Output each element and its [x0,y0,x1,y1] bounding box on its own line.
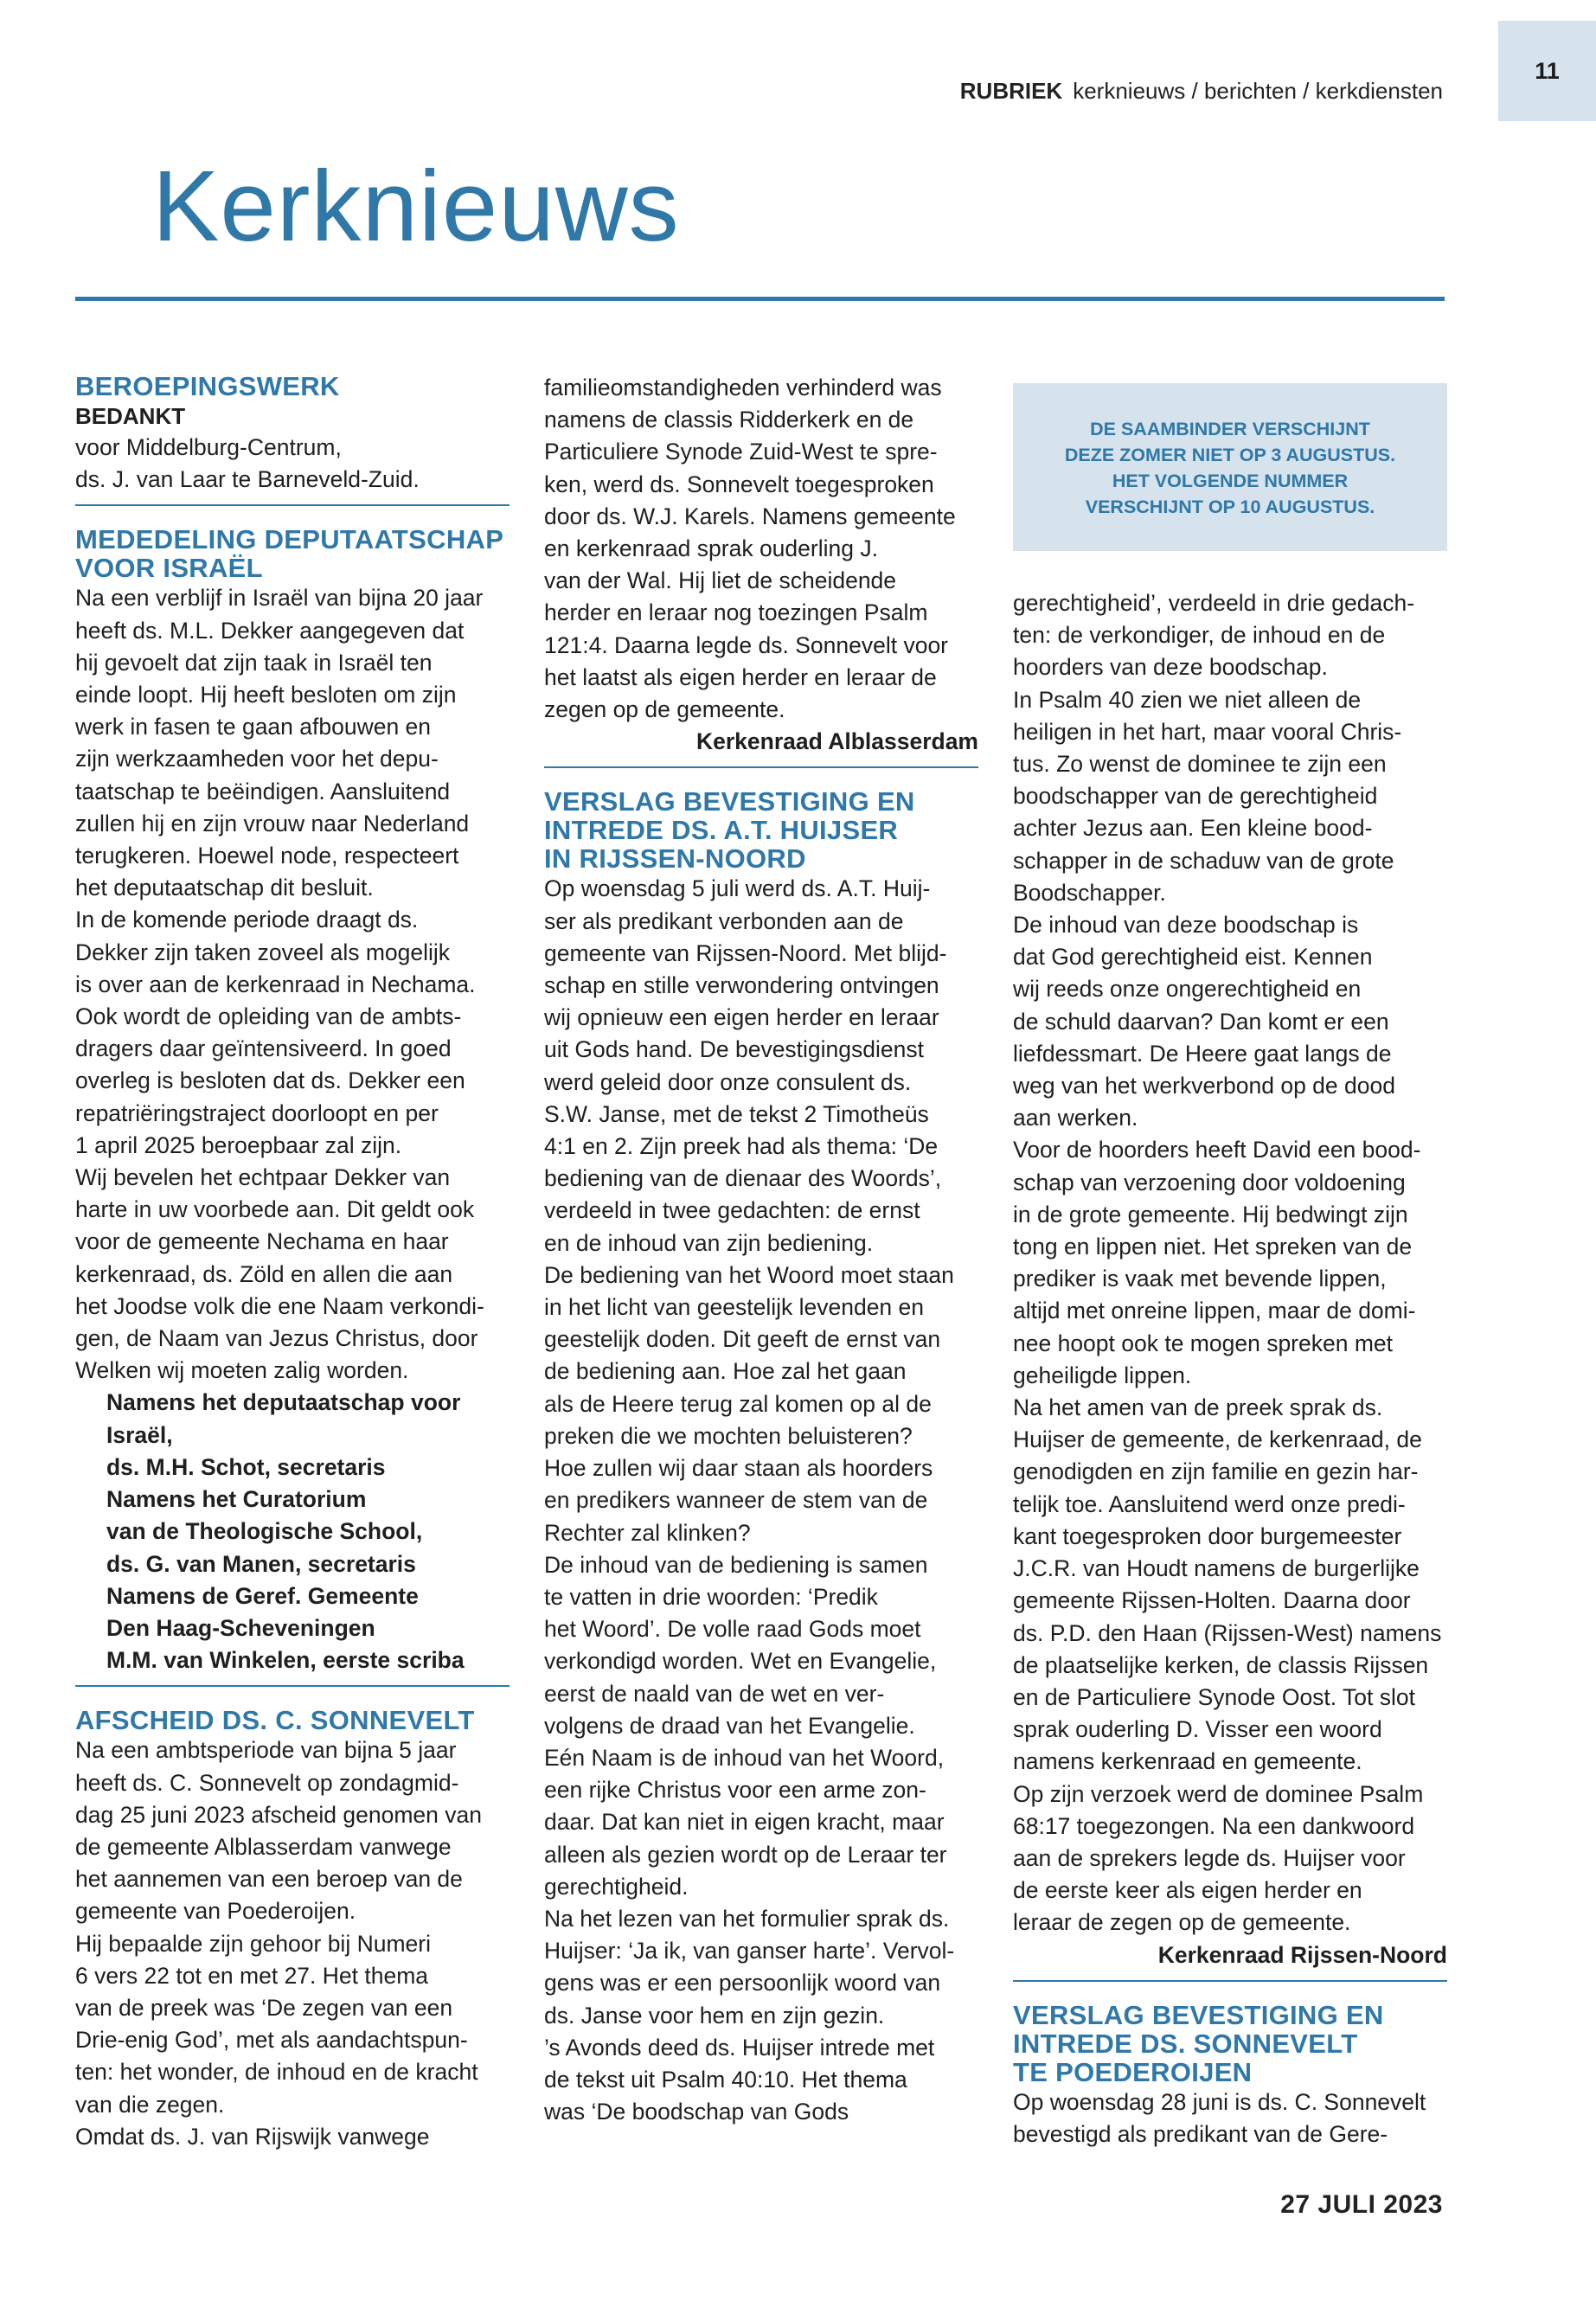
text-line: in het licht van geestelijk levenden en [544,1294,925,1321]
text-line: familieomstandigheden verhinderd was [544,375,942,401]
text-line: 6 vers 22 tot en met 27. Het thema [75,1962,429,1989]
text-line: preken die we mochten beluisteren? [544,1422,913,1449]
heading-line: VOOR ISRAËL [75,553,263,584]
text-line: de eerste keer als eigen herder en [1013,1877,1362,1904]
text-line: S.W. Janse, met de tekst 2 Timotheüs [544,1100,929,1127]
text-line: nee hoopt ook te mogen spreken met [1013,1330,1394,1356]
text-line: De inhoud van deze boodschap is [1013,912,1359,939]
signature-line: Den Haag-Scheveningen [106,1614,375,1641]
text-line: en kerkenraad sprak ouderling J. [544,535,878,562]
section-heading: BEROEPINGSWERK [75,371,340,401]
text-line: gemeente van Rijssen-Noord. Met blijd- [544,939,947,966]
text-line: Hij bepaalde zijn gehoor bij Numeri [75,1930,431,1957]
page-title: Kerknieuws [152,150,680,262]
text-line: liefdessmart. De Heere gaat langs de [1013,1040,1392,1067]
text-line: werk in fasen te gaan afbouwen en [75,714,432,740]
text-line: eerst de naald van de wet en ver- [544,1680,885,1707]
text-line: gens was er een persoonlijk woord van [544,1970,941,1997]
text-line: terugkeren. Hoewel node, respecteert [75,843,459,869]
text-line: alleen als gezien wordt op de Leraar ter [544,1841,947,1868]
text-line: Particuliere Synode Zuid-West te spre- [544,439,938,465]
section-divider [75,504,510,506]
text-line: kant toegesproken door burgemeester [1013,1522,1402,1549]
text-line: te vatten in drie woorden: ‘Predik [544,1583,878,1610]
text-line: gemeente van Poederoijen. [75,1898,356,1925]
text-line: dat God gerechtigheid eist. Kennen [1013,944,1373,971]
section-divider [544,766,978,768]
text-line: 121:4. Daarna legde ds. Sonnevelt voor [544,631,949,658]
text-line: In de komende periode draagt ds. [75,907,419,933]
signature-line: ds. G. van Manen, secretaris [106,1550,416,1577]
text-line: boodschapper van de gerechtigheid [1013,783,1378,810]
article-signature: Kerkenraad Alblasserdam [695,728,978,755]
heading-line: IN RIJSSEN-NOORD [544,843,806,875]
text-line: dag 25 juni 2023 afscheid genomen van [75,1801,482,1828]
text-line: In Psalm 40 zien we niet alleen de [1013,686,1362,713]
text-line: ser als predikant verbonden aan de [544,907,904,934]
text-line: hoorders van deze boodschap. [1013,654,1328,681]
text-line: is over aan de kerkenraad in Nechama. [75,971,476,997]
text-line: gemeente Rijssen-Holten. Daarna door [1013,1587,1411,1614]
text-line: Drie-enig God’, met als aandachtspun- [75,2027,468,2054]
article-body [1013,587,1447,1939]
issue-date: 27 JULI 2023 [1280,2190,1443,2219]
article-signature: Kerkenraad Rijssen-Noord [1157,1941,1447,1968]
text-line: Wij bevelen het echtpaar Dekker van [75,1164,451,1191]
text-line: Voor de hoorders heeft David een bood- [1013,1137,1421,1163]
rubriek-text: kerknieuws / berichten / kerkdiensten [1073,78,1443,104]
text-line: van de preek was ‘De zegen van een [75,1994,453,2021]
text-line: ken, werd ds. Sonnevelt toegesproken [544,471,934,497]
text-line: voor de gemeente Nechama en haar [75,1228,449,1255]
text-line: de schuld daarvan? Dan komt er een [1013,1008,1389,1035]
text-line: heeft ds. C. Sonnevelt op zondagmid- [75,1769,459,1796]
text-line: Na het lezen van het formulier sprak ds. [544,1905,950,1932]
heading-line: TE POEDEROIJEN [1013,2056,1253,2087]
text-line: aan werken. [1013,1105,1138,1131]
signature-line: M.M. van Winkelen, eerste scriba [106,1647,465,1674]
text-line: Op woensdag 5 juli werd ds. A.T. Huij- [544,875,931,902]
text-line: volgens de draad van het Evangelie. [544,1712,915,1739]
text-line: een rijke Christus voor een arme zon- [544,1777,926,1804]
heading-line: INTREDE DS. A.T. HUIJSER [544,815,899,846]
text-line: ’s Avonds deed ds. Huijser intrede met [544,2034,935,2061]
section-divider [75,1685,510,1687]
text-line: de bediening aan. Hoe zal het gaan [544,1358,907,1385]
text-line: Huijser de gemeente, de kerkenraad, de [1013,1426,1422,1453]
text-line: schap van verzoening door voldoening [1013,1169,1406,1195]
text-line: voor Middelburg-Centrum, [75,434,342,460]
text-line: Hoe zullen wij daar staan als hoorders [544,1455,933,1482]
article-body [75,1734,510,2153]
text-line: daar. Dat kan niet in eigen kracht, maar [544,1809,945,1836]
text-line: het deputaatschap dit besluit. [75,875,374,901]
text-line: dragers daar geïntensiveerd. In goed [75,1035,452,1062]
signature-line: Namens de Geref. Gemeente [106,1582,419,1609]
article-body [1013,2086,1447,2150]
text-line: de tekst uit Psalm 40:10. Het thema [544,2066,907,2093]
text-line: DE SAAMBINDER VERSCHIJNT [1090,419,1370,439]
text-line: namens kerkenraad en gemeente. [1013,1748,1362,1775]
text-line: repatriëringstraject doorloopt en per [75,1099,439,1126]
text-line: geestelijk doden. Dit geeft de ernst van [544,1326,941,1353]
text-line: Ook wordt de opleiding van de ambts- [75,1003,462,1030]
text-line: het Woord’. De volle raad Gods moet [544,1616,921,1643]
text-line: uit Gods hand. De bevestigingsdienst [544,1036,924,1063]
text-line: achter Jezus aan. Een kleine bood- [1013,815,1373,842]
text-line: kerkenraad, ds. Zöld en allen die aan [75,1260,453,1287]
rubriek-header [960,78,1443,105]
text-line: was ‘De boodschap van Gods [544,2099,849,2125]
text-line: Eén Naam is de inhoud van het Woord, [544,1744,945,1771]
text-line: telijk toe. Aansluitend werd onze predi- [1013,1490,1406,1517]
text-line: wij opnieuw een eigen herder en leraar [544,1004,939,1031]
section-heading [1013,2001,1447,2086]
text-line: 68:17 toegezongen. Na een dankwoord [1013,1812,1415,1839]
text-line: hij gevoelt dat zijn taak in Israël ten [75,649,433,676]
text-line: harte in uw voorbede aan. Dit geldt ook [75,1196,475,1223]
text-line: het aannemen van een beroep van de [75,1866,463,1893]
text-line: zegen op de gemeente. [544,696,785,723]
text-line: werd geleid door onze consulent ds. [544,1068,912,1095]
text-line: Dekker zijn taken zoveel als mogelijk [75,939,451,965]
text-line: en de Particuliere Synode Oost. Tot slot [1013,1683,1415,1710]
text-line: Rechter zal klinken? [544,1519,751,1546]
text-line: het laatst als eigen herder en leraar de [544,663,937,690]
text-line: Na een verblijf in Israël van bijna 20 jaar [75,585,484,612]
article-signature [75,1387,510,1676]
text-line: schap en stille verwondering ontvingen [544,972,939,999]
section-subheading: BEDANKT [75,403,186,429]
text-line: door ds. W.J. Karels. Namens gemeente [544,503,956,529]
text-line: DEZE ZOMER NIET OP 3 AUGUSTUS. [1064,445,1396,465]
article-body [75,582,510,1387]
text-line: Omdat ds. J. van Rijswijk vanwege [75,2123,430,2150]
heading-line: VERSLAG BEVESTIGING EN [1013,1999,1384,2030]
text-line: tong en lippen niet. Het spreken van de [1013,1234,1413,1260]
text-line: in de grote gemeente. Hij bedwingt zijn [1013,1201,1408,1227]
section-heading [544,787,978,873]
text-line: ten: het wonder, de inhoud en de kracht [75,2059,478,2086]
rubriek-label: RUBRIEK [959,78,1063,104]
text-line: van der Wal. Hij liet de scheidende [544,567,897,594]
text-line: zijn werkzaamheden voor het depu- [75,746,439,772]
text-line: geheiligde lippen. [1013,1362,1192,1388]
section-heading: AFSCHEID DS. C. SONNEVELT [75,1705,475,1736]
text-line: heeft ds. M.L. Dekker aangegeven dat [75,617,465,644]
text-line: Welken wij moeten zalig worden. [75,1357,409,1384]
text-line: wij reeds onze ongerechtigheid en [1013,976,1362,1003]
article-body [544,372,978,726]
text-line: Op zijn verzoek werd de dominee Psalm [1013,1780,1424,1807]
page-number: 11 [1535,57,1560,84]
text-line: De bediening van het Woord moet staan [544,1261,954,1288]
text-line: bevestigd als predikant van de Gere- [1013,2120,1388,2147]
text-line: Na het amen van de preek sprak ds. [1013,1394,1383,1421]
text-line: ten: de verkondiger, de inhoud en de [1013,622,1386,649]
text-line: tus. Zo wenst de dominee te zijn een [1013,751,1387,778]
text-line: De inhoud van de bediening is samen [544,1551,928,1578]
article-body [544,873,978,2128]
text-line: leraar de zegen op de gemeente. [1013,1909,1351,1936]
text-line: schapper in de schaduw van de grote [1013,847,1394,874]
signature-line: Namens het deputaatschap voor Israël, [106,1389,461,1448]
text-line: de gemeente Alblasserdam vanwege [75,1833,452,1860]
text-line: genodigden en zijn familie en gezin har- [1013,1458,1419,1485]
text-line: weg van het werkverbond op de dood [1013,1073,1395,1099]
text-line: van die zegen. [75,2091,225,2118]
text-line: gen, de Naam van Jezus Christus, door [75,1325,478,1352]
text-line: verkondigd worden. Wet en Evangelie, [544,1648,937,1675]
text-line: herder en leraar nog toezingen Psalm [544,599,928,626]
notice-box [1013,383,1447,551]
text-line: gerechtigheid. [544,1873,689,1900]
title-divider [75,297,1445,301]
text-line: ds. P.D. den Haan (Rijssen-West) namens [1013,1619,1442,1646]
text-line: heiligen in het hart, maar vooral Chris- [1013,718,1402,745]
column-1 [75,372,510,2153]
text-line: Op woensdag 28 juni is ds. C. Sonnevelt [1013,2088,1426,2115]
text-line: aan de sprekers legde ds. Huijser voor [1013,1844,1406,1871]
text-line: 1 april 2025 beroepbaar zal zijn. [75,1131,402,1158]
text-line: einde loopt. Hij heeft besloten om zijn [75,682,457,708]
text-line: en de inhoud van zijn bediening. [544,1229,874,1256]
heading-line: MEDEDELING DEPUTAATSCHAP [75,524,504,555]
signature-line: Namens het Curatorium [106,1486,367,1513]
signature-line: van de Theologische School, [106,1518,423,1545]
text-line: altijd met onreine lippen, maar de domi- [1013,1298,1416,1324]
text-line: gerechtigheid’, verdeeld in drie gedach- [1013,590,1415,616]
text-line: namens de classis Ridderkerk en de [544,407,914,433]
text-line: Na een ambtsperiode van bijna 5 jaar [75,1737,457,1764]
text-line: taatschap te beëindigen. Aansluitend [75,778,451,804]
heading-line: INTREDE DS. SONNEVELT [1013,2028,1358,2059]
text-line: prediker is vaak met bevende lippen, [1013,1266,1387,1292]
text-line: Boodschapper. [1013,879,1166,906]
column-3 [1013,372,1447,2150]
page-number-box [1498,21,1596,121]
section-divider [1013,1980,1447,1982]
article-body [75,432,510,496]
text-line: Huijser: ‘Ja ik, van ganser harte’. Vervol- [544,1938,955,1965]
text-line: bediening van de dienaar des Woords’, [544,1165,942,1192]
text-line: overleg is besloten dat ds. Dekker een [75,1067,465,1094]
section-heading [75,525,510,582]
signature-line: ds. M.H. Schot, secretaris [106,1453,386,1480]
text-line: 4:1 en 2. Zijn preek had als thema: ‘De [544,1133,939,1160]
text-line: HET VOLGENDE NUMMER [1112,471,1349,491]
text-line: J.C.R. van Houdt namens de burgerlijke [1013,1555,1420,1582]
text-line: sprak ouderling D. Visser een woord [1013,1716,1382,1743]
text-line: het Joodse volk die ene Naam verkondi- [75,1292,484,1319]
text-line: VERSCHIJNT OP 10 AUGUSTUS. [1085,497,1375,517]
column-2 [544,372,978,2128]
heading-line: VERSLAG BEVESTIGING EN [544,786,915,817]
text-line: als de Heere terug zal komen op al de [544,1390,932,1417]
text-line: verdeeld in twee gedachten: de ernst [544,1197,920,1224]
text-line: ds. Janse voor hem en zijn gezin. [544,2002,885,2029]
text-line: de plaatselijke kerken, de classis Rijssen [1013,1651,1429,1678]
text-line: en predikers wanneer de stem van de [544,1487,928,1514]
text-line: ds. J. van Laar te Barneveld-Zuid. [75,466,420,493]
text-line: zullen hij en zijn vrouw naar Nederland [75,810,470,836]
